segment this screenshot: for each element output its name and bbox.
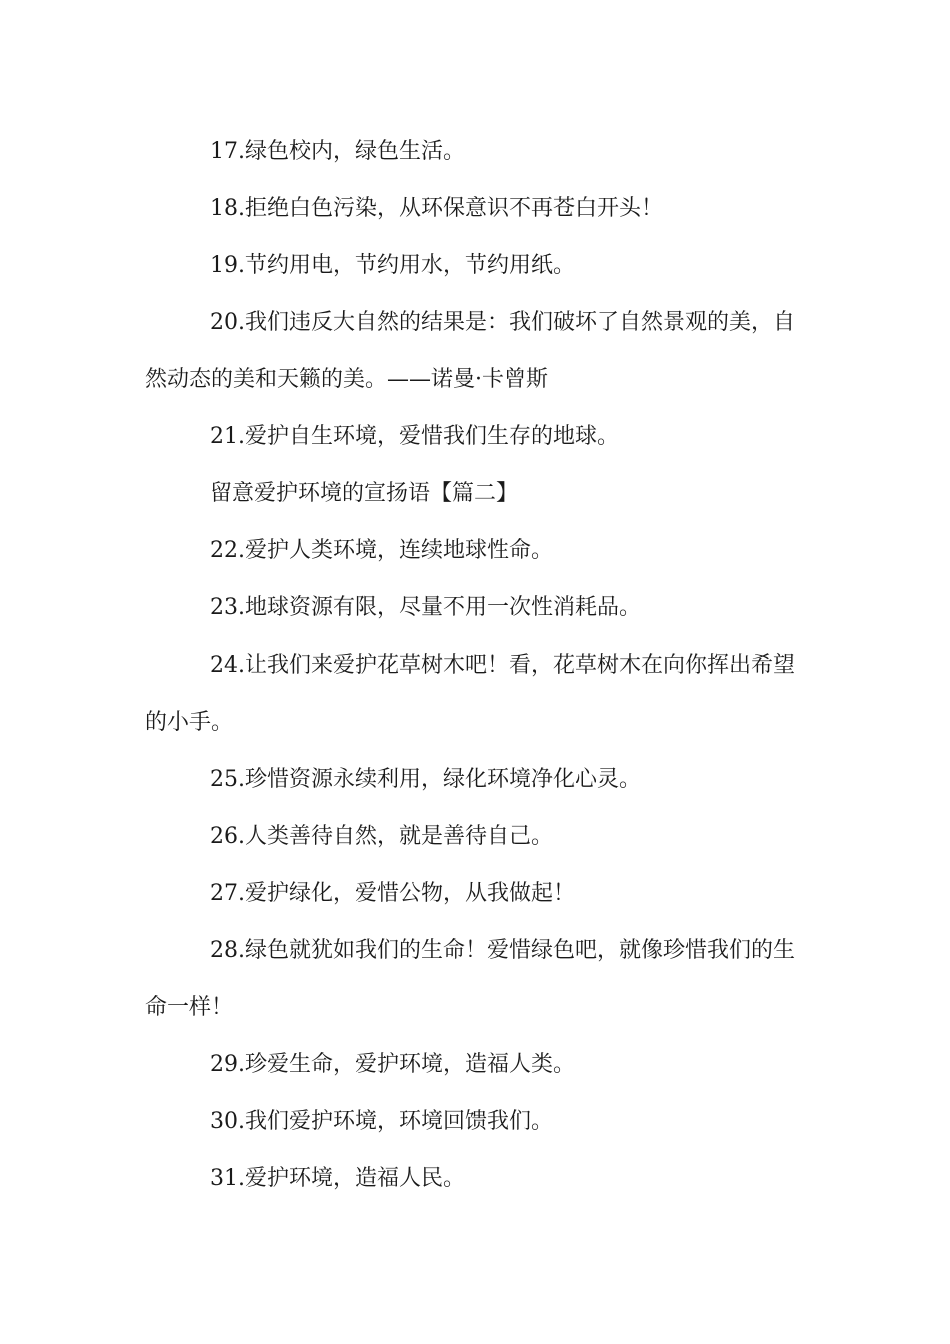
text-line-24-continued: 的小手。	[145, 710, 234, 735]
text-line-31: 31.爱护环境，造福人民。	[210, 1166, 465, 1191]
text-line-30: 30.我们爱护环境，环境回馈我们。	[210, 1109, 553, 1134]
text-line-28-continued: 命一样！	[145, 995, 234, 1020]
text-line-17: 17.绿色校内，绿色生活。	[210, 139, 465, 164]
text-line-20: 20.我们违反大自然的结果是：我们破坏了自然景观的美，自	[210, 310, 795, 335]
text-line-28: 28.绿色就犹如我们的生命！爱惜绿色吧，就像珍惜我们的生	[210, 938, 795, 963]
text-line-27: 27.爱护绿化，爱惜公物，从我做起！	[210, 881, 575, 906]
text-line-29: 29.珍爱生命，爱护环境，造福人类。	[210, 1052, 575, 1077]
text-line-19: 19.节约用电，节约用水，节约用纸。	[210, 253, 575, 278]
text-line-18: 18.拒绝白色污染，从环保意识不再苍白开头！	[210, 196, 663, 221]
text-line-20-continued: 然动态的美和天籁的美。——诺曼·卡曾斯	[145, 367, 548, 392]
text-line-25: 25.珍惜资源永续利用，绿化环境净化心灵。	[210, 767, 641, 792]
text-line-22: 22.爱护人类环境，连续地球性命。	[210, 538, 553, 563]
text-line-26: 26.人类善待自然，就是善待自己。	[210, 824, 553, 849]
text-line-24: 24.让我们来爱护花草树木吧！看，花草树木在向你挥出希望	[210, 653, 795, 678]
text-line-21: 21.爱护自生环境，爱惜我们生存的地球。	[210, 424, 619, 449]
text-line-23: 23.地球资源有限，尽量不用一次性消耗品。	[210, 595, 641, 620]
section-heading: 留意爱护环境的宣扬语【篇二】	[210, 481, 519, 506]
